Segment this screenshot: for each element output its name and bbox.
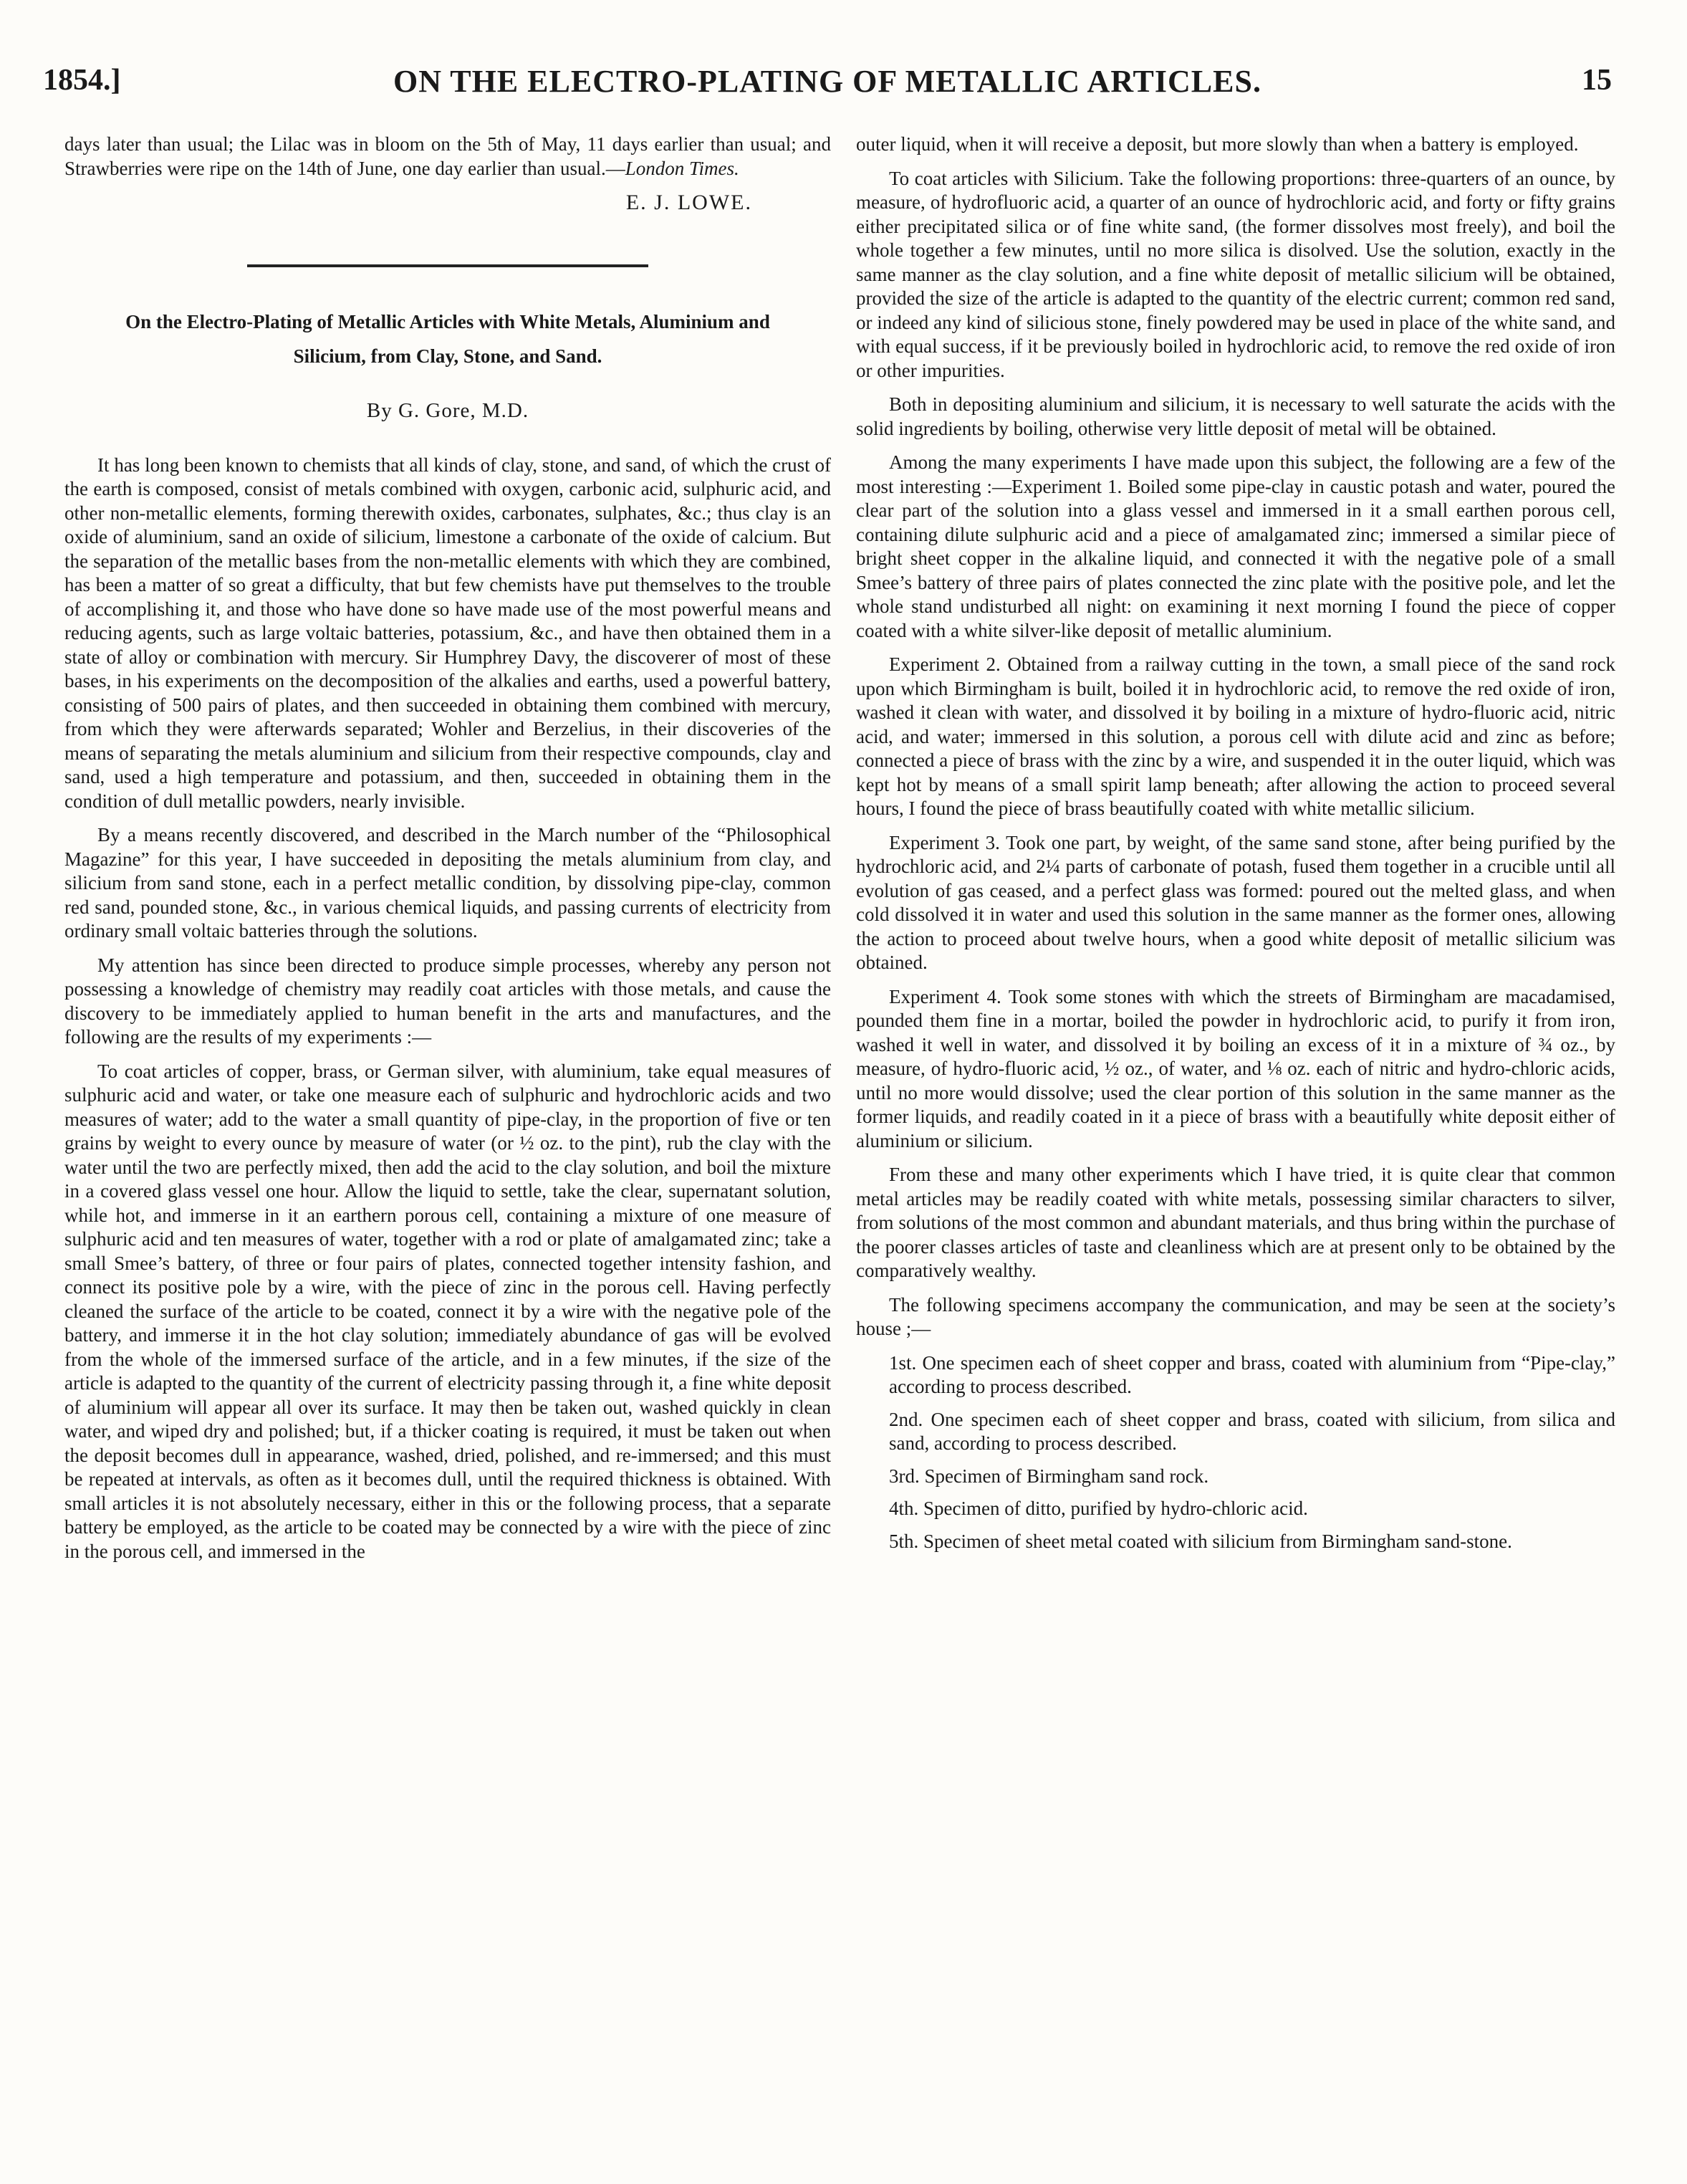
header-title: ON THE ELECTRO-PLATING OF METALLIC ARTICLES.	[393, 64, 1261, 99]
paragraph: It has long been known to chemists that all kinds of clay, stone, and sand, of which the crust of the earth is composed, consist of metals combined with oxygen, carbonic acid, sulphuric acid, and other non-metallic elements, forming therewith oxides, carbonates, sulphates, &c.; thus clay is an oxide of aluminium, sand an oxide of silicium, limestone a carbonate of the oxide of calcium. But the separation of the metallic bases from the non-metallic elements with which they are combined, has been a matter of so great a difficulty, that but few chemists have put themselves to the trouble of accomplishing it, and those who have done so have made use of the most powerful means and reducing agents, such as large voltaic batteries, potassium, &c., and have then obtained them in a state of alloy or combination with mercury. Sir Humphrey Davy, the discoverer of most of these bases, in his experiments on the decomposition of the alkalies and earths, used a powerful battery, consisting of 500 pairs of plates, and then succeeded in obtaining them combined with mercury, from which they were afterwards separated; Wohler and Berzelius, in their discoveries of the means of separating the metals aluminium and silicium from their respective compounds, clay and sand, used a high temperature and potassium, and then, succeeded in obtaining them in the condition of dull metallic powders, nearly invisible.	[64, 454, 831, 812]
paragraph: My attention has since been directed to produce simple processes, whereby any person not possessing a knowledge of chemistry may readily coat articles with those metals, and cause the discovery to be immediately applied to human benefit in the arts and manufactures, and the following are the results of my experiments :—	[64, 954, 831, 1048]
paragraph: To coat articles of copper, brass, or German silver, with aluminium, take equal measures of sulphuric acid and water, or take one measure each of sulphuric and hydrochloric acids and two measures of water; add to the water a small quantity of pipe-clay, in the proportion of five or ten grains by weight to every ounce by measure of water (or ½ oz. to the pint), rub the clay with the water until the two are perfectly mixed, then add the acid to the clay solution, and boil the mixture in a covered glass vessel one hour. Allow the liquid to settle, take the clear, supernatant solution, while hot, and immerse in it an earthern porous cell, containing a mixture of one measure of sulphuric acid and ten measures of water, together with a rod or plate of amalgamated zinc; take a small Smee’s battery, of three or four pairs of plates, connected together intensity fashion, and connect its positive pole by a wire, with the piece of zinc in the porous cell. Having perfectly cleaned the surface of the article to be coated, connect it by a wire with the negative pole of the battery, and immerse it in the hot clay solution; immediately abundance of gas will be evolved from the whole of the immersed surface of the article, and in a few minutes, if the size of the article is adapted to the quantity of the current of electricity passing through it, a fine white deposit of aluminium will appear all over its surface. It may then be taken out, washed quickly in clean water, and wiped dry and polished; but, if a thicker coating is required, it must be taken out when the deposit becomes dull in appearance, washed, dried, polished, and re-immersed; and this must be repeated at intervals, as often as it becomes dull, until the required thickness is obtained. With small articles it is not absolutely necessary, either in this or the following process, that a separate battery be employed, as the article to be coated may be connected by a wire with the piece of zinc in the porous cell, and immersed in the	[64, 1060, 831, 1562]
paragraph: Experiment 4. Took some stones with which the streets of Birmingham are macadamised, pounded them fine in a mortar, boiled the powder in hydrochloric acid, to purify it from iron, washed it well in water, and dissolved it by boiling an excess of it in a mixture of ¾ oz., by measure, of hydro-fluoric acid, ½ oz., of water, and ⅛ oz. each of nitric and hydro-chloric acids, until no more would dissolve; used the clear portion of this solution in the same manner as the former liquids, and readily coated in it a piece of brass with a beautifully white deposit either of aluminium or silicium.	[856, 985, 1615, 1151]
paragraph: To coat articles with Silicium. Take the following proportions: three-quarters of an ounce, by measure, of hydrofluoric acid, a quarter of an ounce of hydrochloric acid, and forty or fifty grains either precipitated silica or of fine white sand, (the former dissolves most freely), and boil the whole together a few minutes, until no more silica is disolved. Use the solution, exactly in the same manner as the clay solution, and a fine white deposit of metallic silicium will be obtained, provided the size of the article is adapted to the quantity of the electric current; common red sand, or indeed any kind of silicious stone, finely powdered may be used in place of the white sand, and with equal success, if it be previously boiled in hydrochloric acid, to remove the red oxide of iron or other impurities.	[856, 167, 1615, 381]
paragraph: Experiment 2. Obtained from a railway cutting in the town, a small piece of the sand rock upon which Birmingham is built, boiled it in hydrochloric acid, to remove the red oxide of iron, washed it clean with water, and dissolved it by boiling in a mixture of hydro-fluoric acid, nitric acid, and water; immersed in this solution, a porous cell with dilute acid and zinc as before; connected a piece of brass with the zinc by a wire, and suspended it in the outer liquid, which was kept hot by means of a small spirit lamp beneath; after allowing the action to proceed several hours, I found the piece of brass beautifully coated with white metallic silicium.	[856, 653, 1615, 819]
prev-article-source: London Times.	[625, 157, 739, 179]
section-divider	[64, 249, 831, 274]
page-number: 15	[1582, 64, 1612, 97]
paragraph: outer liquid, when it will receive a deposit, but more slowly than when a battery is employed.	[856, 133, 1579, 155]
specimen-item: 3rd. Specimen of Birmingham sand rock.	[889, 1465, 1209, 1487]
header-year: 1854.]	[43, 64, 121, 97]
prev-article-signature: E. J. LOWE.	[625, 191, 752, 214]
right-column	[856, 133, 1615, 1562]
paragraph: The following specimens accompany the communication, and may be seen at the society’s house ;—	[856, 1293, 1615, 1339]
paragraph: Experiment 3. Took one part, by weight, of the same sand stone, after being purified by the hydrochloric acid, and 2¼ parts of carbonate of potash, fused them together in a crucible until all evolution of gas ceased, and a perfect glass was formed: poured out the melted glass, and when cold dissolved it in water and used this solution in the same manner as the former ones, allowing the action to proceed about twelve hours, when a good white deposit of metallic silicium was obtained.	[856, 831, 1615, 973]
article-byline: By G. Gore, M.D.	[366, 399, 529, 422]
paragraph: Among the many experiments I have made upon this subject, the following are a few of the most interesting :—Experiment 1. Boiled some pipe-clay in caustic potash and water, poured the clear part of the solution into a glass vessel and immersed in it a small earthen porous cell, containing dilute sulphuric acid and a piece of amalgamated zinc; immersed a similar piece of bright sheet copper in the alkaline liquid, and connected it with the negative pole of a small Smee’s battery of three pairs of plates connected the zinc plate with the positive pole, and let the whole stand undisturbed all night: on examining it next morning I found the piece of copper coated with a white silver-like deposit of metallic aluminium.	[856, 451, 1615, 641]
specimen-item: 4th. Specimen of ditto, purified by hydro-chloric acid.	[889, 1498, 1308, 1519]
left-column	[64, 133, 831, 1574]
specimen-item: 5th. Specimen of sheet metal coated with silicium from Birmingham sand-stone.	[889, 1530, 1512, 1552]
article-title: On the Electro-Plating of Metallic Articles with White Metals, Aluminium and Silicium, from Clay, Stone, and Sand.	[125, 311, 770, 367]
paragraph: Both in depositing aluminium and silicium, it is necessary to well saturate the acids with the solid ingredients by boiling, otherwise very little deposit of metal will be obtained.	[856, 393, 1615, 439]
running-header	[43, 63, 1612, 113]
specimen-item: 2nd. One specimen each of sheet copper and brass, coated with silicium, from silica and sand, according to process described.	[889, 1408, 1615, 1454]
prev-article-text: days later than usual; the Lilac was in bloom on the 5th of May, 11 days earlier than usual; and Strawberries were ripe on the 14th of June, one day earlier than usual.—London Times.	[64, 133, 831, 179]
paragraph: From these and many other experiments which I have tried, it is quite clear that common metal articles may be readily coated with white metals, possessing similar characters to silver, from solutions of the most common and abundant materials, and thus bring within the purchase of the poorer classes articles of taste and cleanliness which are at present only to be obtained by the comparatively wealthy.	[856, 1164, 1615, 1281]
paragraph: By a means recently discovered, and described in the March number of the “Philosophical Magazine” for this year, I have succeeded in depositing the metals aluminium from clay, and silicium from sand stone, each in a perfect metallic condition, by dissolving pipe-clay, common red sand, pounded stone, &c., in various chemical liquids, and passing currents of electricity from ordinary small voltaic batteries through the solutions.	[64, 824, 831, 942]
specimen-list	[856, 1351, 1615, 1554]
specimen-item: 1st. One specimen each of sheet copper and brass, coated with aluminium from “Pipe-clay,” according to process described.	[889, 1351, 1615, 1397]
